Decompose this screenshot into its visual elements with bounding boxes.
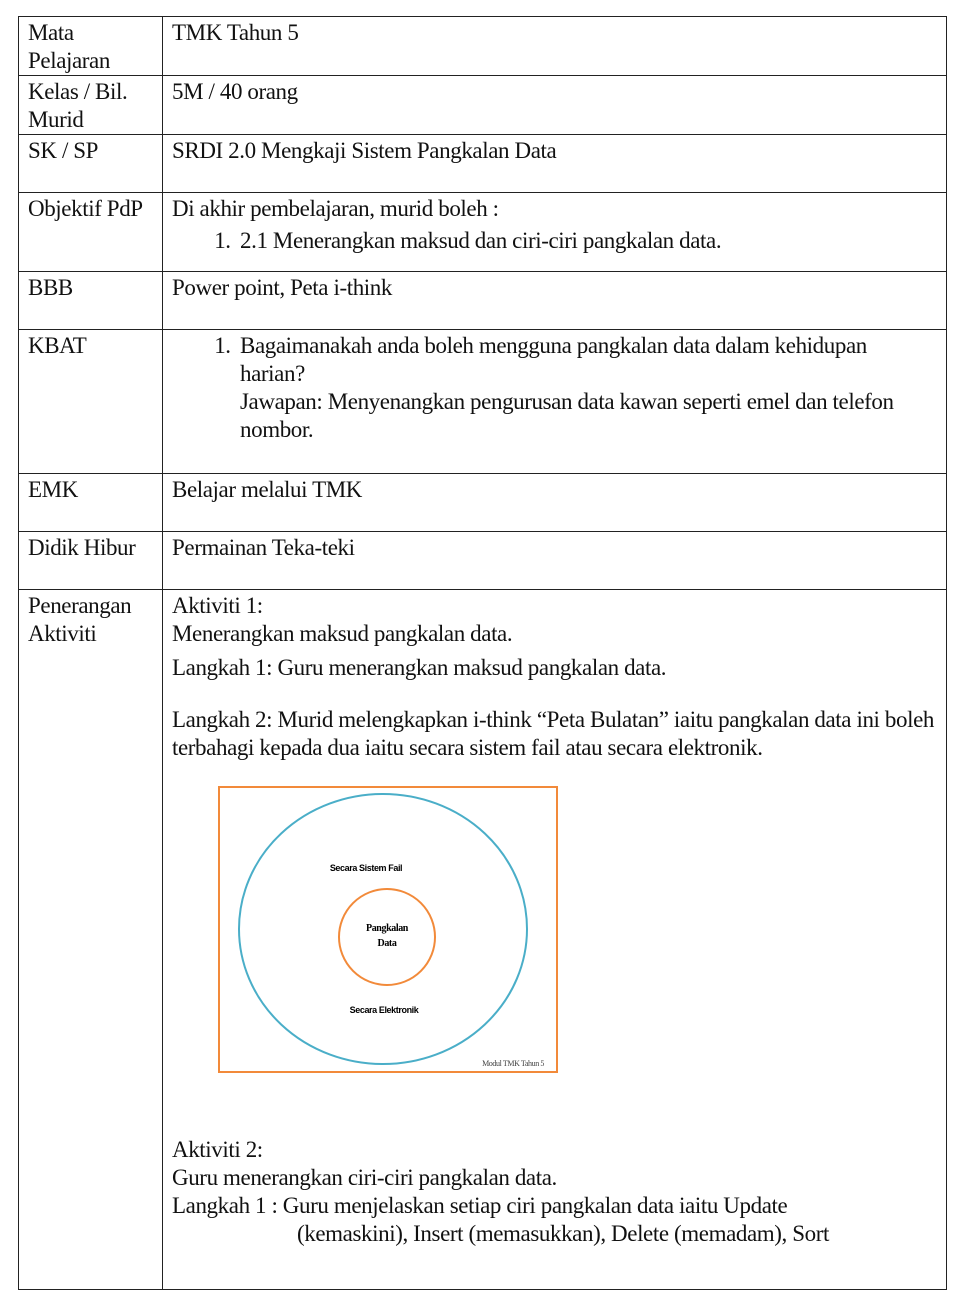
center-label-2: Data (377, 938, 397, 949)
label: Kelas / Bil. Murid (19, 76, 163, 135)
row-kbat (19, 330, 947, 474)
label: Penerangan Aktiviti (19, 590, 163, 1290)
row-sk-sp (19, 135, 947, 193)
row-didik-hibur (19, 532, 947, 590)
activity-2-desc: Guru menerangkan ciri-ciri pangkalan data. (172, 1165, 557, 1190)
activity-2-step-1: Langkah 1 : Guru menjelaskan setiap ciri pangkalan data iaitu Update (172, 1193, 788, 1218)
row-bbb (19, 272, 947, 330)
activity-1-title: Aktiviti 1: (172, 593, 263, 618)
row-class (19, 76, 947, 135)
activity-1-desc: Menerangkan maksud pangkalan data. (172, 621, 513, 646)
label: Mata Pelajaran (19, 17, 163, 76)
value: TMK Tahun 5 (163, 17, 947, 76)
value (163, 330, 947, 474)
inner-circle (339, 889, 435, 985)
label: BBB (19, 272, 163, 330)
activity-1-step-1: Langkah 1: Guru menerangkan maksud pangkalan data. (172, 655, 667, 680)
kbat-question: Bagaimanakah anda boleh mengguna pangkalan data dalam kehidupan harian? (240, 333, 867, 386)
label: EMK (19, 474, 163, 532)
activity-1-step-2: Langkah 2: Murid melengkapkan i-think “Peta Bulatan” iaitu pangkalan data ini boleh terbahagi kepada dua iaitu secara sistem fail atau secara elektronik. (172, 707, 934, 760)
objective-intro: Di akhir pembelajaran, murid boleh : (172, 196, 499, 221)
activity-2-title: Aktiviti 2: (172, 1137, 263, 1162)
value (163, 193, 947, 272)
value: 5M / 40 orang (163, 76, 947, 135)
activity-2-step-1-cont: (kemaskini), Insert (memasukkan), Delete (memadam), Sort (297, 1221, 829, 1246)
value: Permainan Teka-teki (163, 532, 947, 590)
label: SK / SP (19, 135, 163, 193)
label: KBAT (19, 330, 163, 474)
outer-top-label: Secara Sistem Fail (329, 863, 403, 873)
row-objective (19, 193, 947, 272)
value: SRDI 2.0 Mengkaji Sistem Pangkalan Data (163, 135, 947, 193)
center-label-1: Pangkalan (366, 923, 408, 934)
row-subject (19, 17, 947, 76)
diagram-caption: Modul TMK Tahun 5 (482, 1059, 544, 1068)
outer-bottom-label: Secara Elektronik (349, 1005, 419, 1015)
label: Didik Hibur (19, 532, 163, 590)
label: Objektif PdP (19, 193, 163, 272)
value: Power point, Peta i-think (163, 272, 947, 330)
lesson-plan-table (18, 16, 947, 1290)
objective-item: 1. 2.1 Menerangkan maksud dan ciri-ciri pangkalan data. (236, 227, 937, 255)
value (163, 590, 947, 1290)
circle-map-diagram (218, 786, 558, 1073)
row-emk (19, 474, 947, 532)
kbat-answer: Jawapan: Menyenangkan pengurusan data kawan seperti emel dan telefon nombor. (240, 389, 894, 442)
row-activities (19, 590, 947, 1290)
value: Belajar melalui TMK (163, 474, 947, 532)
